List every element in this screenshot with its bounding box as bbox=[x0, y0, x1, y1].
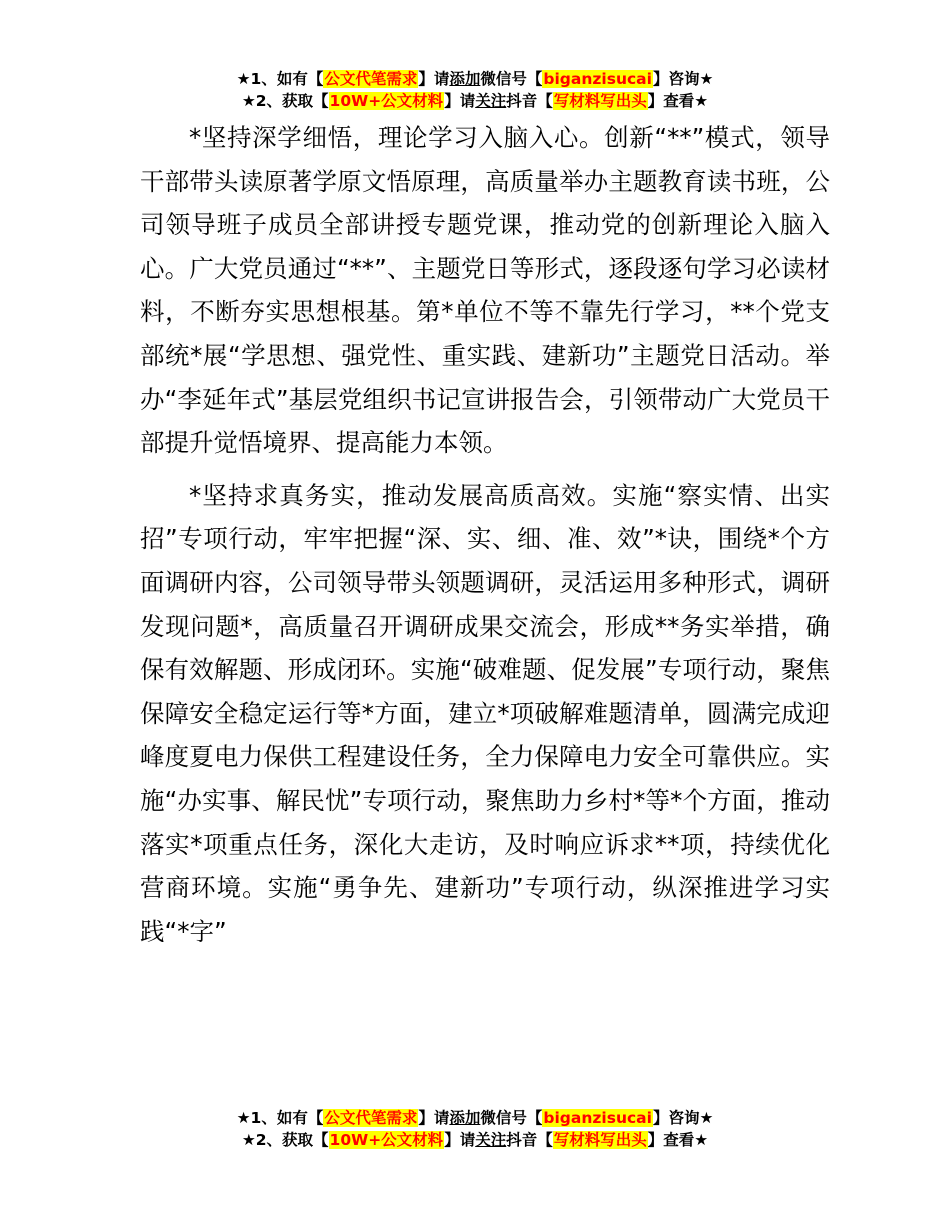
header-banner bbox=[0, 68, 950, 112]
banner-underlined-text: 添加 bbox=[449, 1109, 481, 1127]
paragraph-study: *坚持深学细悟，理论学习入脑入心。创新“**”模式，领导干部带头读原著学原文悟原理，高质量举办主题教育读书班，公司领导班子成员全部讲授专题党课，推动党的创新理论入脑入心。广大党员通过“**”、主题党日等形式，逐段逐句学习必读材料，不断夯实思想根基。第*单位不等不靠先行学习，**个党支部统*展“学思想、强党性、重实践、建新功”主题党日活动。举办“李延年式”基层党组织书记宣讲报告会，引领带动广大党员干部提升觉悟境界、提高能力本领。 bbox=[140, 123, 830, 458]
banner-text: 】咨询★ bbox=[652, 70, 714, 88]
banner-line-1 bbox=[0, 68, 950, 90]
banner-text: 微信号【 bbox=[480, 1109, 543, 1127]
highlight-materials: 10W+公文材料 bbox=[329, 1131, 444, 1149]
banner-underlined-text: 添加 bbox=[449, 70, 481, 88]
banner-line-2 bbox=[0, 90, 950, 112]
banner-text: 】查看★ bbox=[647, 92, 709, 110]
banner-text: ★1、如有【 bbox=[236, 70, 324, 88]
banner-text: 抖音【 bbox=[506, 1131, 553, 1149]
highlight-wechat-id: biganzisucai bbox=[543, 1109, 652, 1127]
banner-text: ★2、获取【 bbox=[241, 1131, 329, 1149]
document-body bbox=[140, 116, 830, 953]
highlight-service: 公文代笔需求 bbox=[324, 70, 418, 88]
banner-text: 】请 bbox=[418, 70, 450, 88]
banner-text: 】咨询★ bbox=[652, 1109, 714, 1127]
banner-underlined-text: 关注 bbox=[475, 92, 507, 110]
highlight-wechat-id: biganzisucai bbox=[543, 70, 652, 88]
highlight-douyin-id: 写材料写出头 bbox=[553, 92, 647, 110]
banner-underlined-text: 关注 bbox=[475, 1131, 507, 1149]
banner-text: 微信号【 bbox=[480, 70, 543, 88]
highlight-service: 公文代笔需求 bbox=[324, 1109, 418, 1127]
highlight-materials: 10W+公文材料 bbox=[329, 92, 444, 110]
banner-text: 】请 bbox=[444, 1131, 476, 1149]
footer-banner bbox=[0, 1107, 950, 1151]
highlight-douyin-id: 写材料写出头 bbox=[553, 1131, 647, 1149]
banner-text: 】查看★ bbox=[647, 1131, 709, 1149]
banner-text: 】请 bbox=[444, 92, 476, 110]
banner-text: ★1、如有【 bbox=[236, 1109, 324, 1127]
banner-line-1 bbox=[0, 1107, 950, 1129]
paragraph-practice: *坚持求真务实，推动发展高质高效。实施“察实情、出实招”专项行动，牢牢把握“深、实、细、准、效”*诀，围绕*个方面调研内容，公司领导带头领题调研，灵活运用多种形式，调研发现问题*，高质量召开调研成果交流会，形成**务实举措，确保有效解题、形成闭环。实施“破难题、促发展”专项行动，聚焦保障安全稳定运行等*方面，建立*项破解难题清单，圆满完成迎峰度夏电力保供工程建设任务，全力保障电力安全可靠供应。实施“办实事、解民忧”专项行动，聚焦助力乡村*等*个方面，推动落实*项重点任务，深化大走访，及时响应诉求**项，持续优化营商环境。实施“勇争先、建新功”专项行动，纵深推进学习实践“*字” bbox=[140, 480, 830, 946]
banner-text: 抖音【 bbox=[506, 92, 553, 110]
banner-line-2 bbox=[0, 1129, 950, 1151]
banner-text: ★2、获取【 bbox=[241, 92, 329, 110]
banner-text: 】请 bbox=[418, 1109, 450, 1127]
